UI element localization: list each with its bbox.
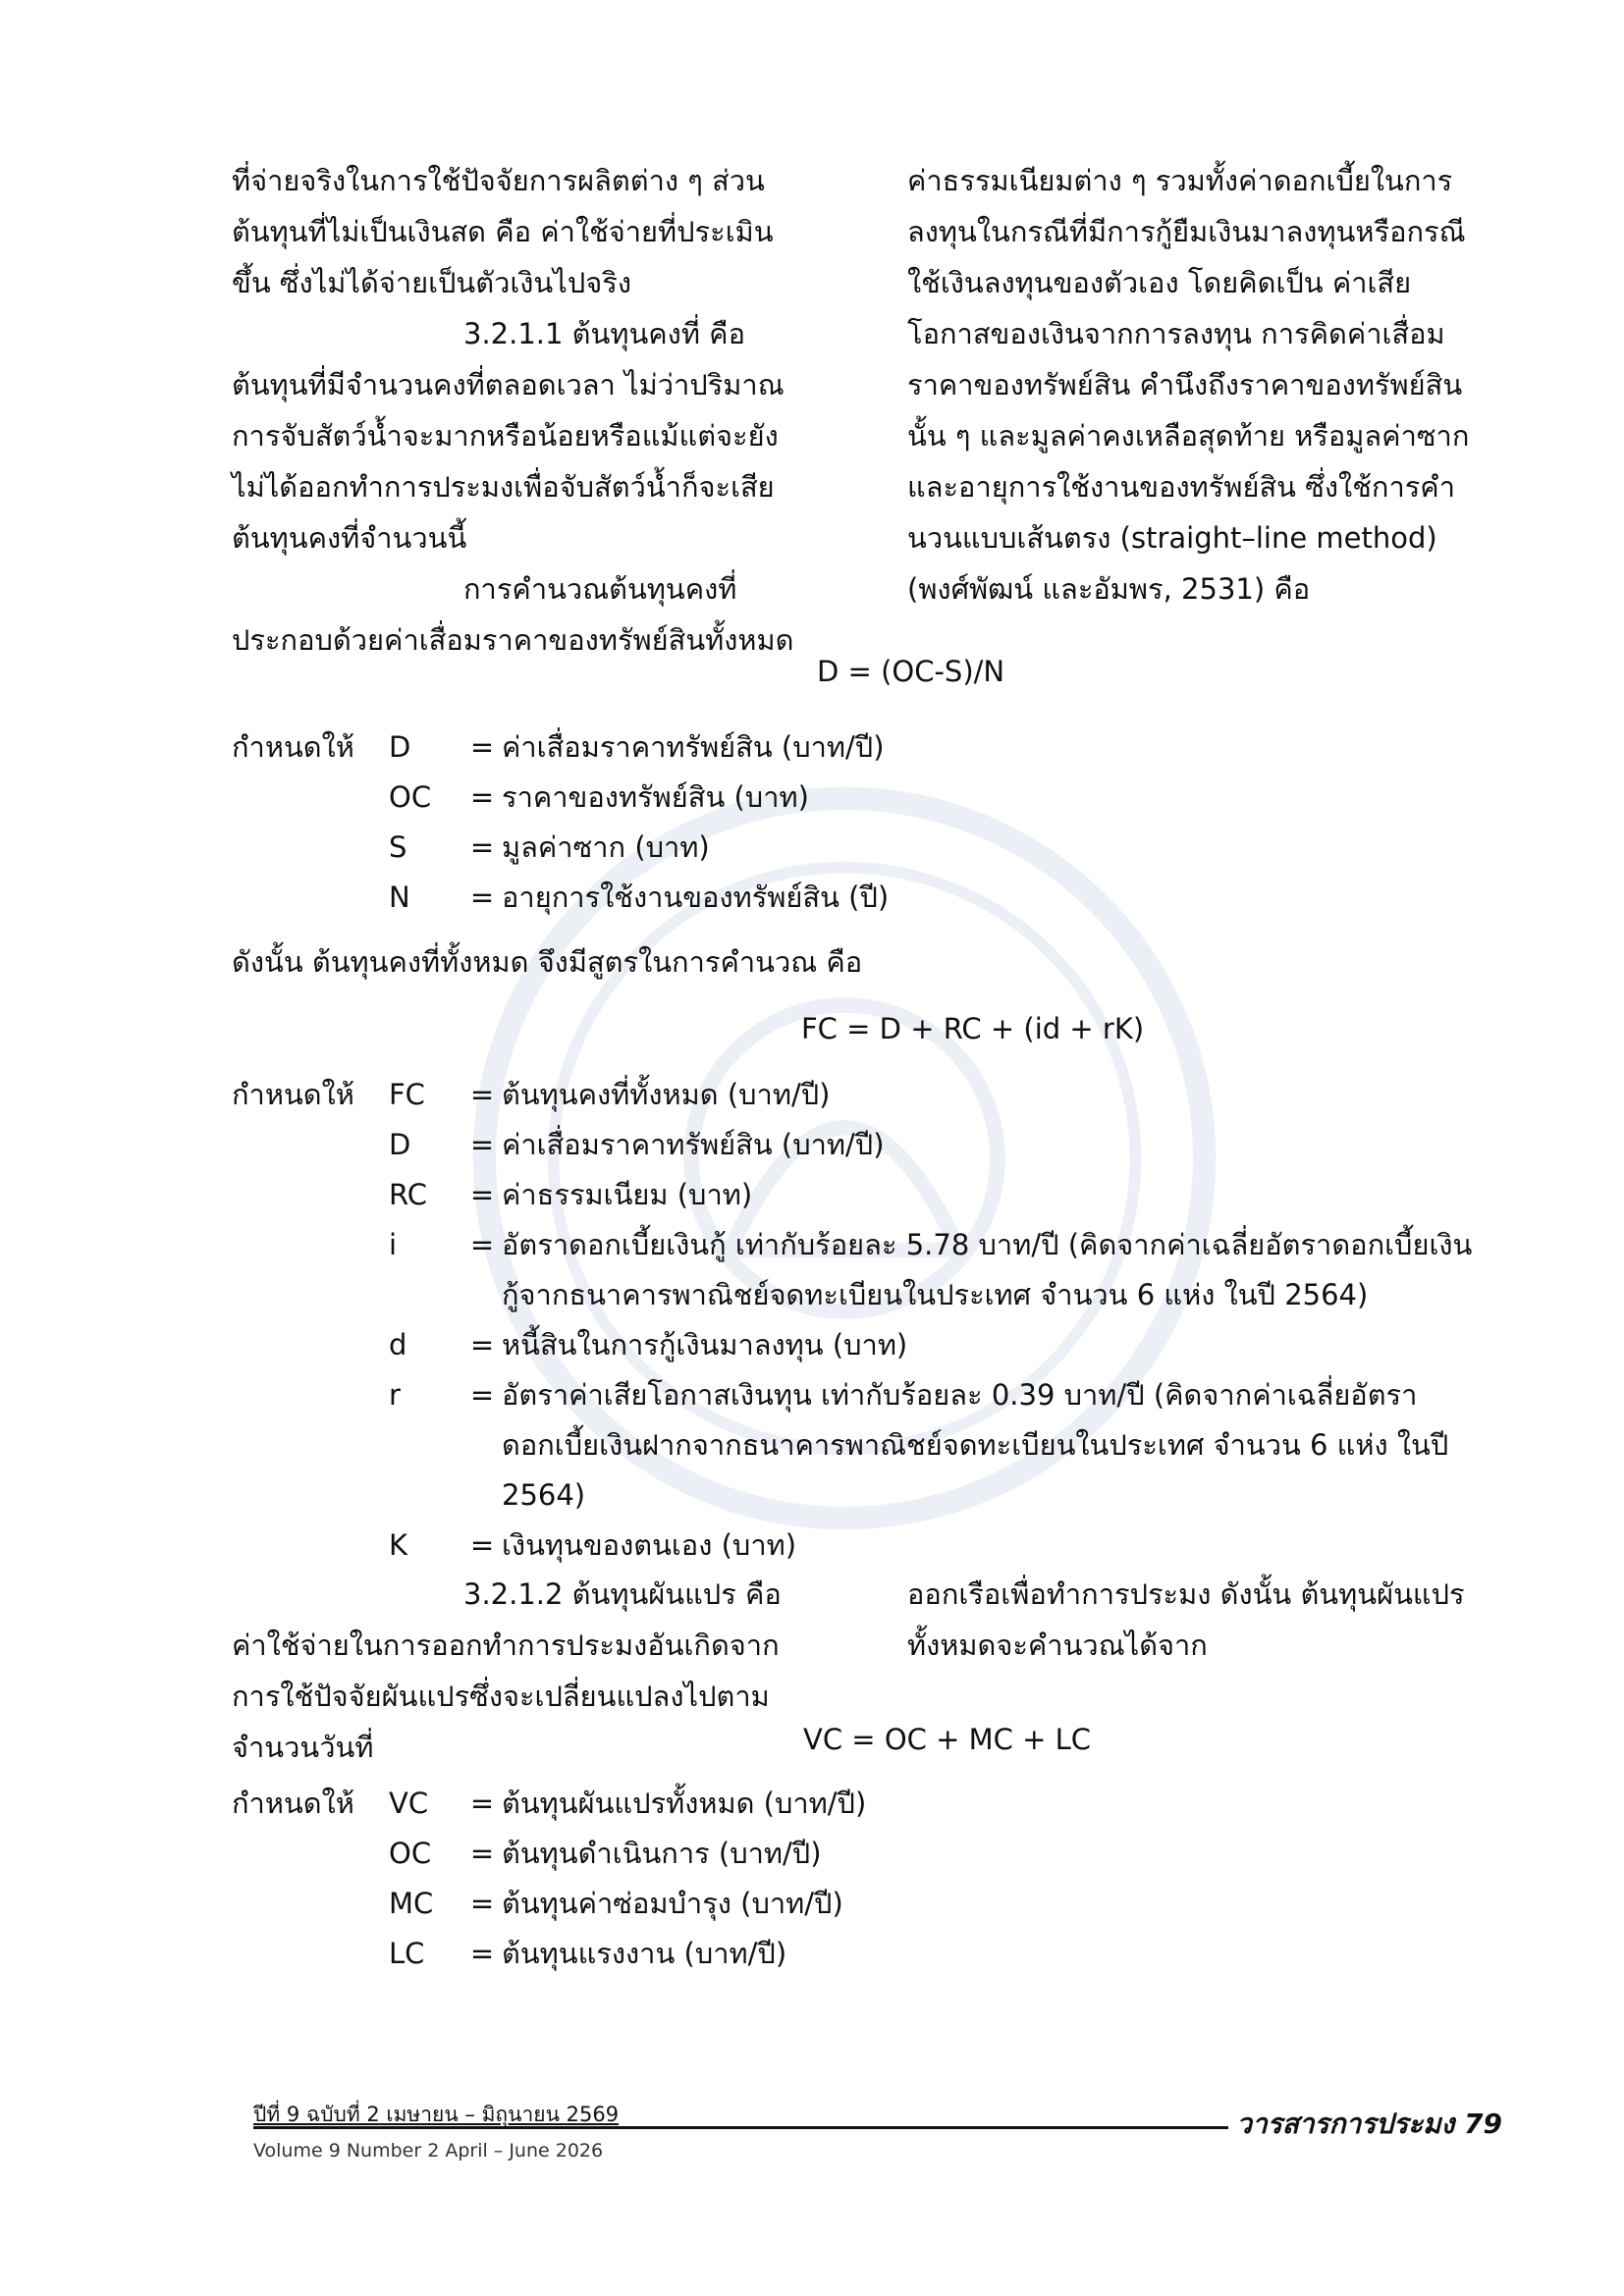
paragraph: 3.2.1.2 ต้นทุนผันแปร คือ ค่าใช้จ่ายในการออกทำการประมงอันเกิดจากการใช้ปัจจัยผันแปรซึ่งจะเปลี่ยนแปลงไปตามจำนวนวันที่ xyxy=(232,1577,782,1764)
definition-equals: = xyxy=(469,1078,495,1111)
definition-symbol: MC xyxy=(389,1887,434,1920)
definition-equals: = xyxy=(469,780,495,814)
left-column-middle xyxy=(232,1569,811,1773)
formula-fixed-cost: FC = D + RC + (id + rK) xyxy=(801,1012,1145,1045)
definitions-depreciation xyxy=(232,722,1484,923)
definition-row xyxy=(232,1829,1484,1879)
definition-symbol: d xyxy=(389,1328,407,1362)
right-column-top xyxy=(907,155,1487,614)
definition-row xyxy=(232,1929,1484,1979)
definition-symbol: VC xyxy=(389,1787,429,1820)
paragraph: ออกเรือเพื่อทำการประมง ดังนั้น ต้นทุนผันแปรทั้งหมดจะคำนวณได้จาก xyxy=(907,1577,1465,1662)
definition-meaning: ค่าเสื่อมราคาทรัพย์สิน (บาท/ปี) xyxy=(502,1128,885,1161)
definition-equals: = xyxy=(469,1528,495,1562)
definition-row xyxy=(232,1521,1484,1571)
definition-row xyxy=(232,1879,1484,1929)
definition-equals: = xyxy=(469,1128,495,1161)
right-column-middle xyxy=(907,1569,1487,1671)
definition-symbol: i xyxy=(389,1228,398,1261)
definition-symbol: D xyxy=(389,1128,411,1161)
definition-meaning: อัตราค่าเสียโอกาสเงินทุน เท่ากับร้อยละ 0.39 บาท/ปี (คิดจากค่าเฉลี่ยอัตราดอกเบี้ยเงินฝากจากธนาคารพาณิชย์จดทะเบียนในประเทศ จำนวน 6 แห่ง ในปี 2564) xyxy=(502,1378,1449,1512)
footer-issue-thai: ปีที่ 9 ฉบับที่ 2 เมษายน – มิถุนายน 2569 xyxy=(253,2103,620,2126)
definition-symbol: OC xyxy=(389,780,432,814)
definition-equals: = xyxy=(469,1837,495,1870)
definition-meaning: ค่าเสื่อมราคาทรัพย์สิน (บาท/ปี) xyxy=(502,730,885,764)
definition-meaning: อัตราดอกเบี้ยเงินกู้ เท่ากับร้อยละ 5.78 บาท/ปี (คิดจากค่าเฉลี่ยอัตราดอกเบี้ยเงินกู้จากธนาคารพาณิชย์จดทะเบียนในประเทศ จำนวน 6 แห่ง ในปี 2564) xyxy=(502,1228,1473,1311)
definition-symbol: RC xyxy=(389,1178,427,1211)
definition-meaning: ต้นทุนแรงงาน (บาท/ปี) xyxy=(502,1937,787,1970)
paragraph: 3.2.1.1 ต้นทุนคงที่ คือ ต้นทุนที่มีจำนวนคงที่ตลอดเวลา ไม่ว่าปริมาณการจับสัตว์น้ำจะมากหรือน้อยหรือแม้แต่จะยังไม่ได้ออกทำการประมงเพื่อจับสัตว์น้ำก็จะเสียต้นทุนคงที่จำนวนนี้ xyxy=(232,317,785,555)
definition-meaning: มูลค่าซาก (บาท) xyxy=(502,830,710,864)
definition-row xyxy=(232,1320,1484,1370)
definition-meaning: หนี้สินในการกู้เงินมาลงทุน (บาท) xyxy=(502,1328,908,1362)
definition-equals: = xyxy=(469,730,495,764)
definition-equals: = xyxy=(469,1887,495,1920)
definition-meaning: ราคาของทรัพย์สิน (บาท) xyxy=(502,780,809,814)
definition-symbol: LC xyxy=(389,1937,425,1970)
definition-meaning: ค่าธรรมเนียม (บาท) xyxy=(502,1178,753,1211)
definition-row xyxy=(232,823,1484,873)
definition-meaning: เงินทุนของตนเอง (บาท) xyxy=(502,1528,797,1562)
definition-row xyxy=(232,873,1484,923)
definition-equals: = xyxy=(469,1228,495,1261)
sentence-fixed-cost: ดังนั้น ต้นทุนคงที่ทั้งหมด จึงมีสูตรในการคำนวณ คือ xyxy=(232,945,863,979)
formula-depreciation: D = (OC-S)/N xyxy=(817,655,1005,688)
definition-row xyxy=(232,1779,1484,1829)
definition-symbol: S xyxy=(389,830,407,864)
definition-symbol: FC xyxy=(389,1078,425,1111)
formula-variable-cost: VC = OC + MC + LC xyxy=(803,1723,1092,1756)
definition-equals: = xyxy=(469,1328,495,1362)
definition-symbol: N xyxy=(389,881,410,914)
definition-row xyxy=(232,1120,1484,1170)
paragraph: ที่จ่ายจริงในการใช้ปัจจัยการผลิตต่าง ๆ ส่วนต้นทุนที่ไม่เป็นเงินสด คือ ค่าใช้จ่ายที่ประเมินขึ้น ซึ่งไม่ได้จ่ายเป็นตัวเงินไปจริง xyxy=(232,164,774,299)
definitions-fixed-cost xyxy=(232,1070,1484,1571)
paragraph: ค่าธรรมเนียมต่าง ๆ รวมทั้งค่าดอกเบี้ยในการลงทุนในกรณีที่มีการกู้ยืมเงินมาลงทุนหรือกรณีใช้เงินลงทุนของตัวเอง โดยคิดเป็น ค่าเสียโอกาสของเงินจากการลงทุน การคิดค่าเสื่อมราคาของทรัพย์สิน คำนึงถึงราคาของทรัพย์สินนั้น ๆ และมูลค่าคงเหลือสุดท้าย หรือมูลค่าซาก และอายุการใช้งานของทรัพย์สิน ซึ่งใช้การคำนวนแบบเส้นตรง (straight–line method) (พงศ์พัฒน์ และอัมพร, 2531) คือ xyxy=(907,164,1470,606)
definition-row xyxy=(232,1220,1484,1320)
definition-equals: = xyxy=(469,830,495,864)
definition-symbol: D xyxy=(389,730,411,764)
definition-meaning: ต้นทุนดำเนินการ (บาท/ปี) xyxy=(502,1837,822,1870)
definition-equals: = xyxy=(469,1378,495,1412)
definition-lead: กำหนดให้ xyxy=(232,730,354,764)
definition-row xyxy=(232,1070,1484,1120)
footer-issue-english: Volume 9 Number 2 April – June 2026 xyxy=(253,2140,604,2162)
journal-title-page-number: วารสารการประมง 79 xyxy=(1228,2103,1502,2146)
definition-row xyxy=(232,773,1484,823)
definition-symbol: OC xyxy=(389,1837,432,1870)
definition-symbol: K xyxy=(389,1528,408,1562)
definition-row xyxy=(232,722,1484,773)
definition-equals: = xyxy=(469,1787,495,1820)
definition-meaning: ต้นทุนค่าซ่อมบำรุง (บาท/ปี) xyxy=(502,1887,843,1920)
definitions-variable-cost xyxy=(232,1779,1484,1979)
definition-symbol: r xyxy=(389,1378,401,1412)
definition-lead: กำหนดให้ xyxy=(232,1787,354,1820)
definition-equals: = xyxy=(469,881,495,914)
definition-equals: = xyxy=(469,1937,495,1970)
definition-meaning: ต้นทุนคงที่ทั้งหมด (บาท/ปี) xyxy=(502,1078,831,1111)
definition-meaning: อายุการใช้งานของทรัพย์สิน (ปี) xyxy=(502,881,890,914)
definition-lead: กำหนดให้ xyxy=(232,1078,354,1111)
definition-equals: = xyxy=(469,1178,495,1211)
definition-row xyxy=(232,1170,1484,1220)
definition-meaning: ต้นทุนผันแปรทั้งหมด (บาท/ปี) xyxy=(502,1787,867,1820)
paragraph: การคำนวณต้นทุนคงที่ประกอบด้วยค่าเสื่อมราคาของทรัพย์สินทั้งหมด xyxy=(232,572,794,657)
left-column-top xyxy=(232,155,811,666)
definition-row xyxy=(232,1370,1484,1521)
